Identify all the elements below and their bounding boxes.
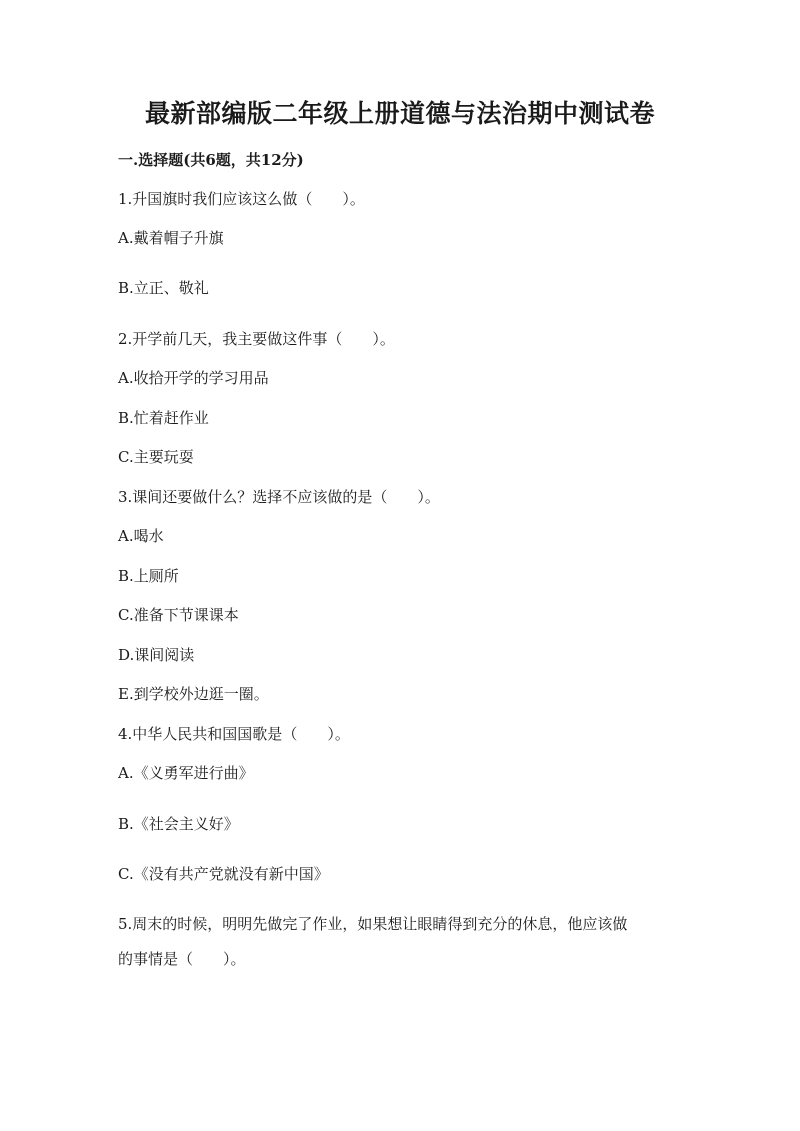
page-title: 最新部编版二年级上册道德与法治期中测试卷	[144, 99, 655, 128]
option-b: B.忙着赶作业	[118, 409, 209, 427]
option-b: B.上厕所	[118, 567, 179, 585]
question-stem: 1.升国旗时我们应该这么做（ ）。	[118, 190, 365, 208]
option-b: B.《社会主义好》	[118, 815, 239, 833]
section-heading: 一.选择题(共6题，共12分)	[118, 151, 304, 169]
option-a: A.《义勇军进行曲》	[118, 764, 254, 782]
question-stem-line-2: 的事情是（ ）。	[118, 950, 246, 968]
question-stem-line-1: 5.周末的时候，明明先做完了作业，如果想让眼睛得到充分的休息，他应该做	[118, 915, 628, 933]
option-c: C.准备下节课课本	[118, 606, 239, 624]
option-c: C.主要玩耍	[118, 448, 194, 466]
option-a: A.戴着帽子升旗	[118, 229, 224, 247]
question-stem: 2.开学前几天，我主要做这件事（ ）。	[118, 330, 395, 348]
option-b: B.立正、敬礼	[118, 279, 209, 297]
option-d: D.课间阅读	[118, 646, 195, 664]
option-c: C.《没有共产党就没有新中国》	[118, 865, 329, 883]
option-a: A.收拾开学的学习用品	[118, 369, 269, 387]
question-stem: 3.课间还要做什么？选择不应该做的是（ ）。	[118, 488, 440, 506]
option-e: E.到学校外边逛一圈。	[118, 685, 269, 703]
question-stem: 4.中华人民共和国国歌是（ ）。	[118, 725, 350, 743]
option-a: A.喝水	[118, 527, 164, 545]
